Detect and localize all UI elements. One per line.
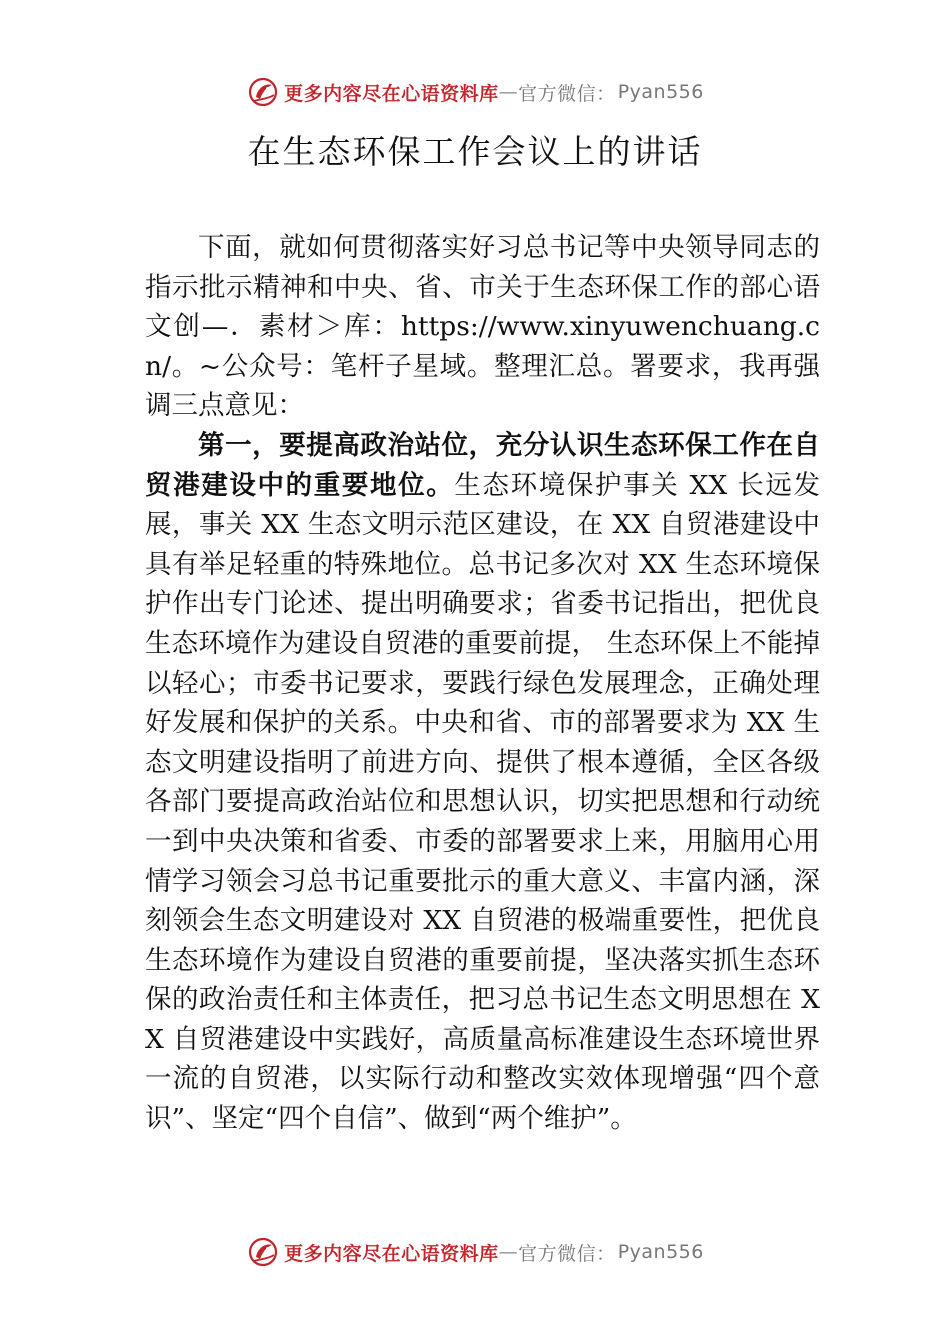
watermark-brand-text: 更多内容尽在心语资料库	[284, 1242, 499, 1265]
paragraph-first-point	[145, 426, 820, 1139]
document-title: 在生态环保工作会议上的讲话	[247, 132, 703, 171]
brand-logo-icon	[246, 1235, 280, 1269]
watermark-wechat-label: 官方微信：	[518, 1242, 616, 1265]
document-body	[145, 228, 820, 1139]
watermark-wechat-id: Pyan556	[617, 81, 704, 103]
watermark-separator: —	[498, 81, 519, 103]
watermark-wechat-label: 官方微信：	[518, 82, 616, 105]
footer-watermark	[0, 1232, 950, 1272]
watermark-separator: —	[498, 1241, 519, 1263]
watermark-brand-text: 更多内容尽在心语资料库	[284, 82, 499, 105]
first-point-text: 生态环境保护事关 XX 长远发展，事关 XX 生态文明示范区建设，在 XX 自贸港建设中具有举足轻重的特殊地位。总书记多次对 XX 生态环境保护作出专门论述、提出明确要求；省委书记指出，把优良生态环境作为建设自贸港的重要前提， 生态环保上不能掉以轻心；市委书记要求，要践行绿色发展理念，正确处理好发展和保护的关系。中央和省、市的部署要求为 XX 生态文明建设指明了前进方向、提供了根本遵循，全区各级各部门要提高政治站位和思想认识，切实把思想和行动统一到中央决策和省委、市委的部署要求上来，用脑用心用情学习领会习总书记重要批示的重大意义、丰富内涵，深刻领会生态文明建设对 XX 自贸港的极端重要性，把优良生态环境作为建设自贸港的重要前提，坚决落实抓生态环保的政治责任和主体责任，把习总书记生态文明思想在 XX 自贸港建设中实践好，高质量高标准建设生态环境世界一流的自贸港，以实际行动和整改实效体现增强“四个意识”、坚定“四个自信”、做到“两个维护”。	[145, 469, 820, 1135]
brand-logo-icon	[246, 75, 280, 109]
first-point-heading: 第一，要提高政治站位，充分认识生态环保工作在自贸港建设中的重要地位。	[145, 429, 820, 501]
watermark-wechat-id: Pyan556	[617, 1241, 704, 1263]
paragraph-intro: 下面，就如何贯彻落实好习总书记等中央领导同志的指示批示精神和中央、省、市关于生态环保工作的部心语文创—．素材＞库：https://www.xinyuwenchuang.cn/。~公众号：笔杆子星域。整理汇总。署要求，我再强调三点意见：	[145, 232, 820, 422]
header-watermark	[0, 72, 950, 112]
